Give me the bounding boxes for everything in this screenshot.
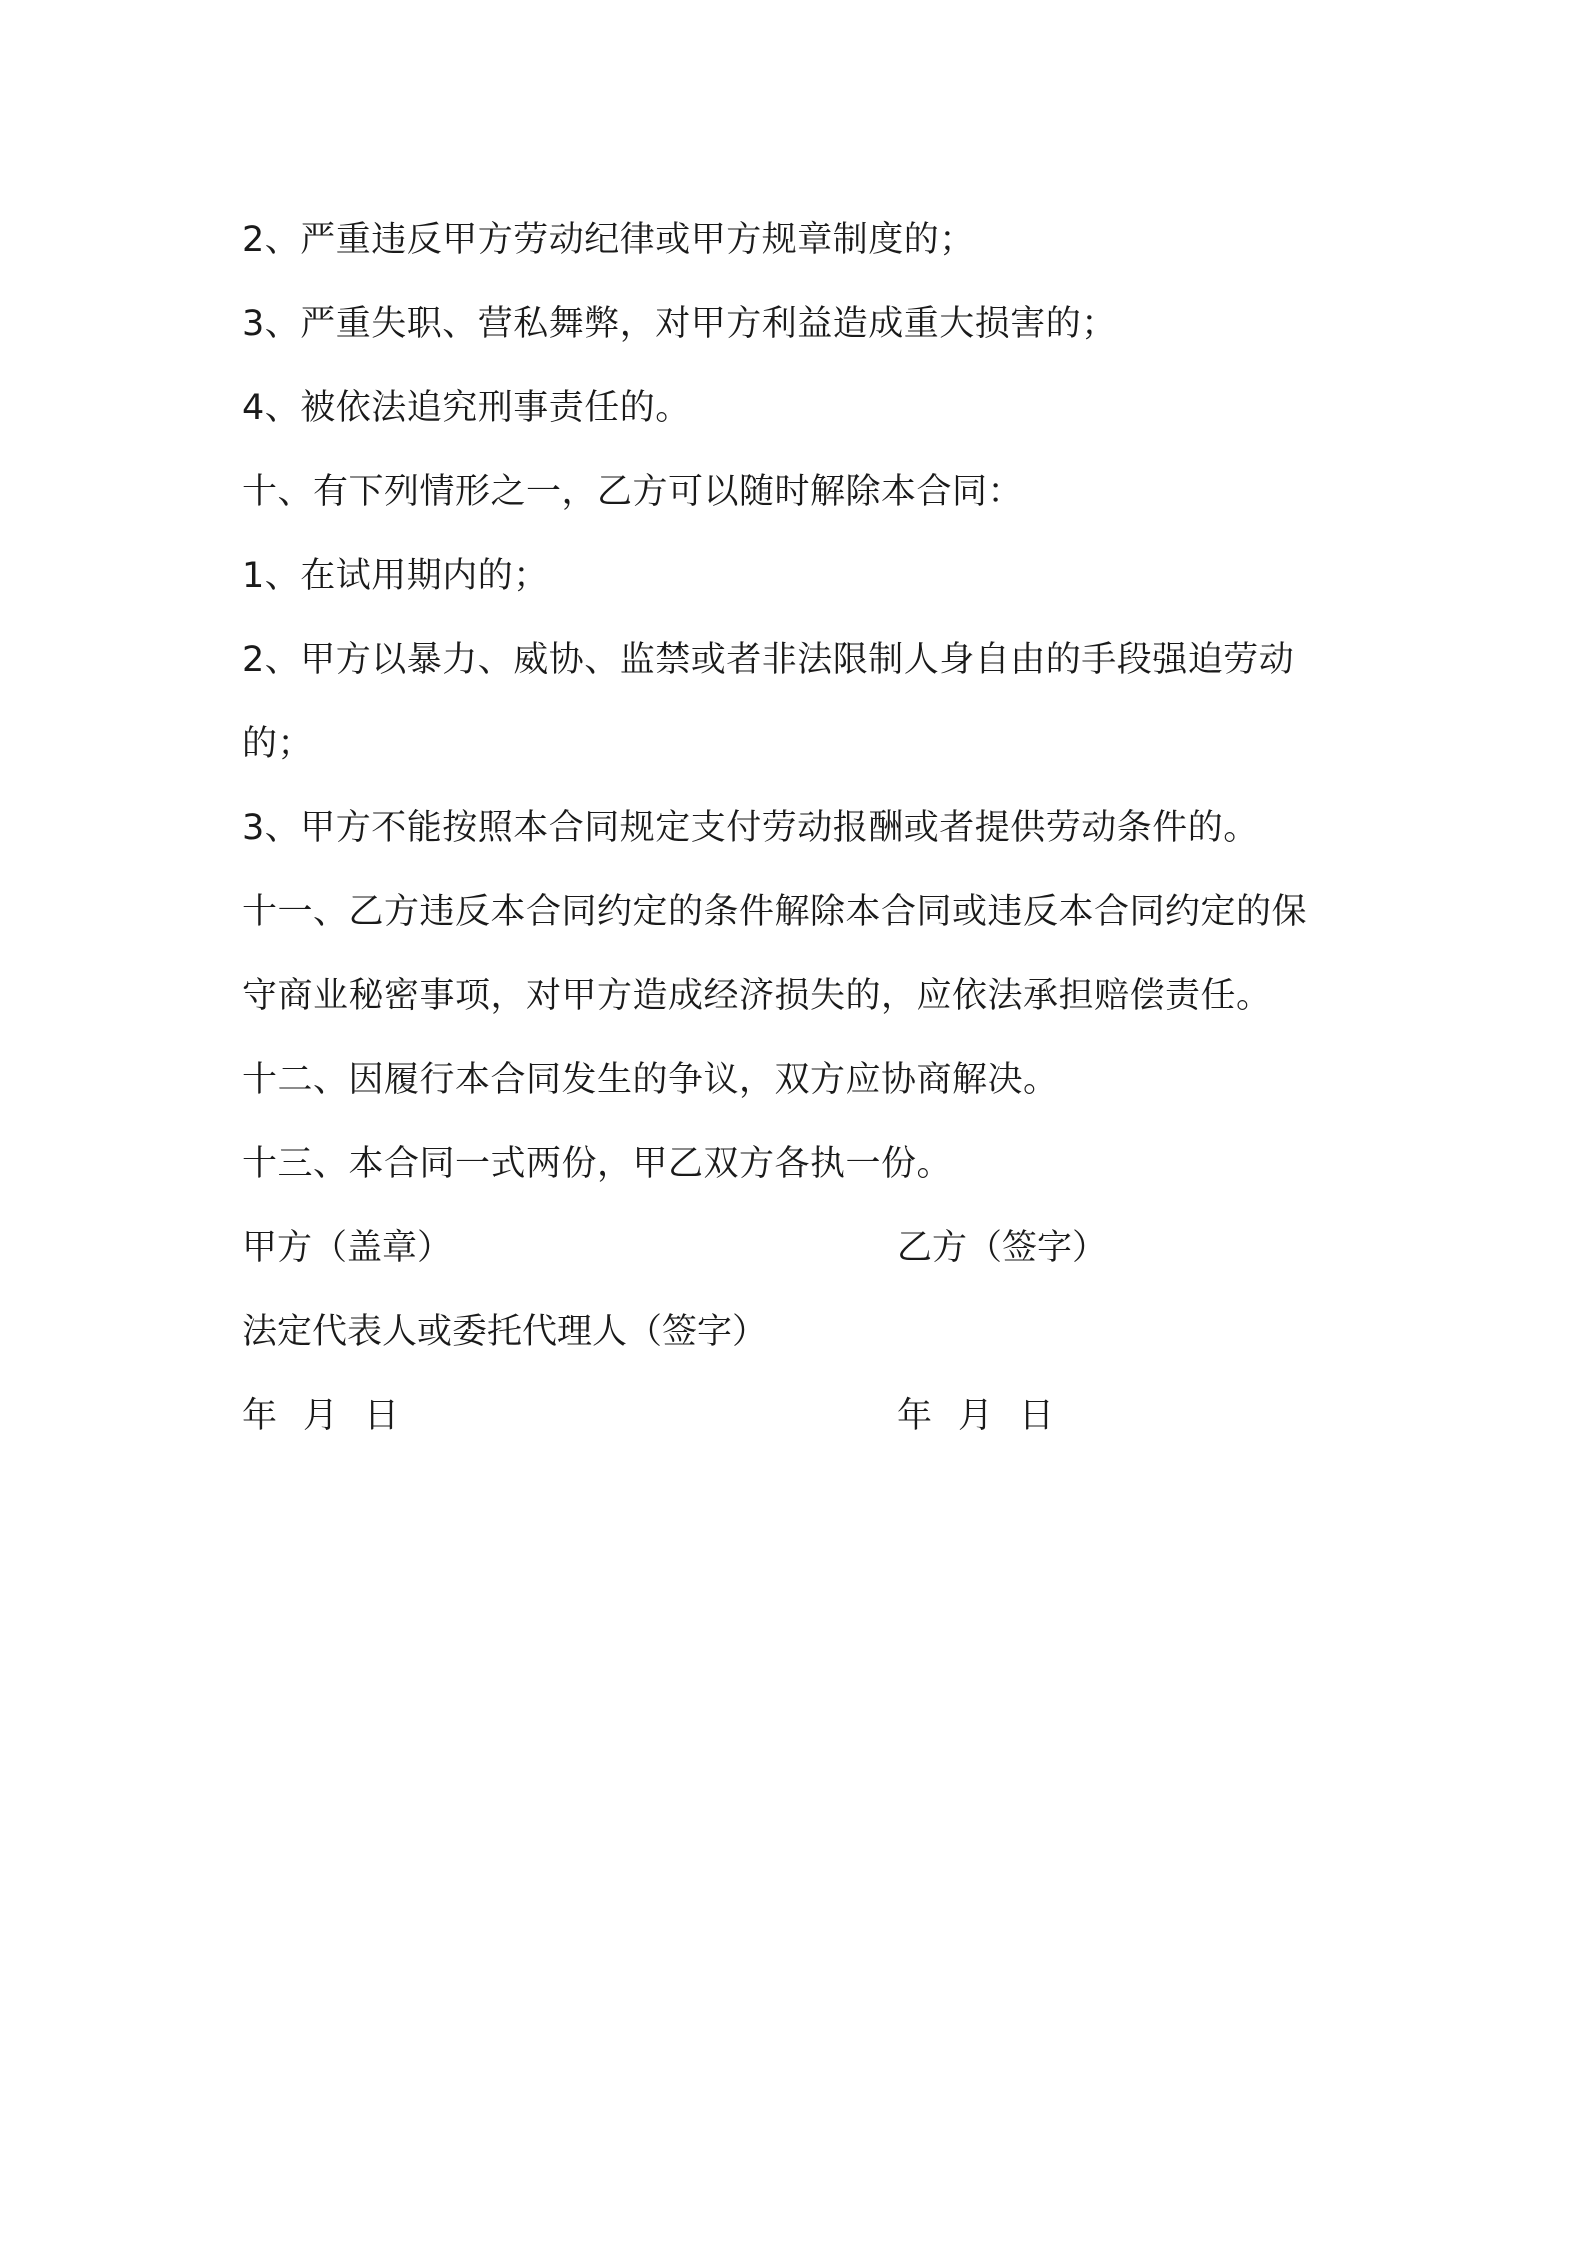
clause-line: 4、被依法追究刑事责任的。 <box>242 388 691 428</box>
date-day-label: 日 <box>1019 1396 1055 1436</box>
contract-body <box>242 198 1362 1458</box>
clause-line: 2、甲方以暴力、威协、监禁或者非法限制人身自由的手段强迫劳动 <box>242 640 1295 680</box>
clause-line: 守商业秘密事项，对甲方造成经济损失的，应依法承担赔偿责任。 <box>242 976 1272 1016</box>
clause-line: 1、在试用期内的； <box>242 556 549 596</box>
signature-party-row <box>242 1206 1362 1290</box>
clause-line: 3、严重失职、营私舞弊，对甲方利益造成重大损害的； <box>242 304 1117 344</box>
date-month-label: 月 <box>303 1396 339 1436</box>
representative-sign-label: 法定代表人或委托代理人（签字） <box>242 1312 768 1352</box>
date-year-label: 年 <box>242 1396 278 1436</box>
clause-heading: 十、有下列情形之一，乙方可以随时解除本合同： <box>242 472 1024 512</box>
clause-line: 3、甲方不能按照本合同规定支付劳动报酬或者提供劳动条件的。 <box>242 808 1259 848</box>
representative-row <box>242 1290 1362 1374</box>
clause-line: 2、严重违反甲方劳动纪律或甲方规章制度的； <box>242 220 975 260</box>
clause-heading: 十一、乙方违反本合同约定的条件解除本合同或违反本合同约定的保 <box>242 892 1308 932</box>
date-year-label: 年 <box>897 1396 933 1436</box>
party-b-sign-label: 乙方（签字） <box>897 1228 1108 1268</box>
date-row <box>242 1374 1362 1458</box>
clause-line: 的； <box>242 724 314 764</box>
clause-heading: 十二、因履行本合同发生的争议，双方应协商解决。 <box>242 1060 1059 1100</box>
party-b-date <box>897 1374 1080 1458</box>
clause-heading: 十三、本合同一式两份，甲乙双方各执一份。 <box>242 1144 953 1184</box>
date-month-label: 月 <box>958 1396 994 1436</box>
party-a-date <box>242 1374 425 1458</box>
date-day-label: 日 <box>364 1396 400 1436</box>
party-a-seal-label: 甲方（盖章） <box>242 1228 453 1268</box>
